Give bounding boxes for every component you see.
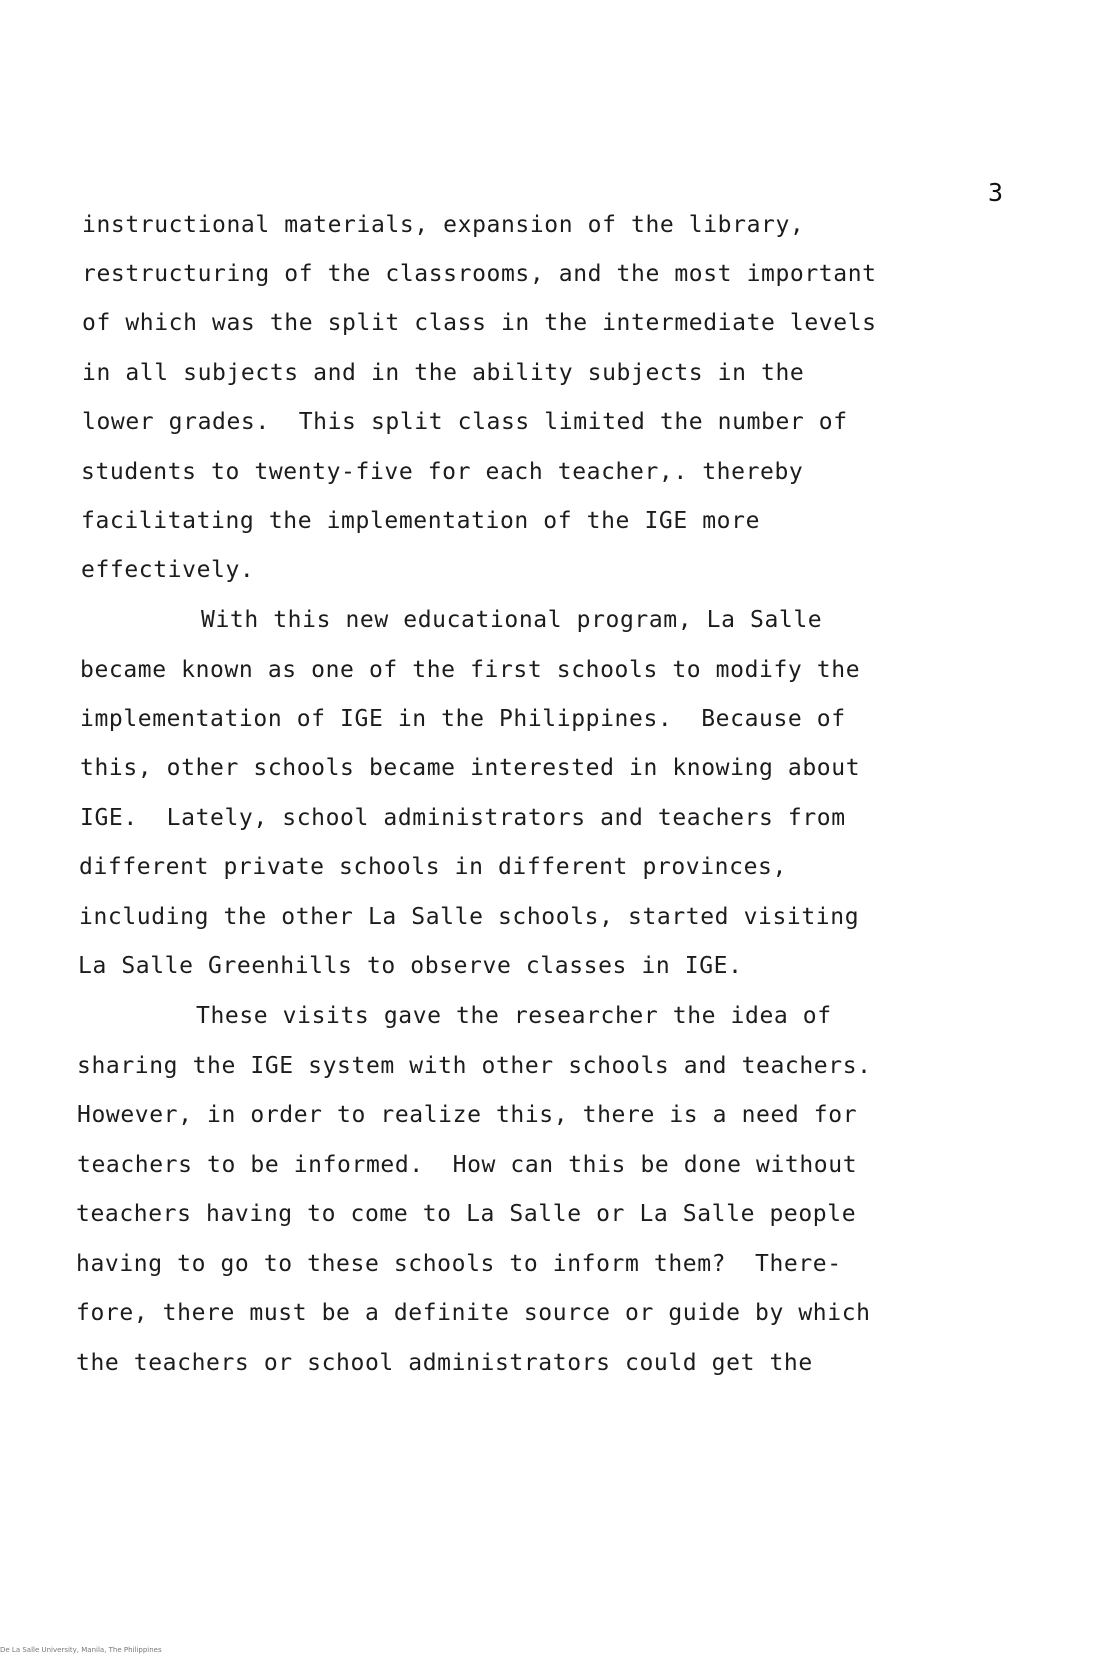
text-line: this, other schools became interested in knowing about (80, 755, 861, 781)
text-line: students to twenty-five for each teacher,. thereby (81, 459, 804, 485)
text-line: With this new educational program, La Salle (201, 607, 823, 633)
text-line: sharing the IGE system with other schools and teachers. (77, 1053, 872, 1079)
text-line: lower grades. This split class limited the number of (82, 409, 848, 435)
text-line: different private schools in different provinces, (79, 854, 787, 880)
text-line: of which was the split class in the intermediate levels (82, 310, 877, 336)
text-line: including the other La Salle schools, started visiting (79, 904, 860, 930)
page-number: 3 (988, 178, 1004, 207)
footer-note: De La Salle University, Manila, The Philippines (0, 1646, 162, 1654)
text-line: restructuring of the classrooms, and the most important (82, 261, 877, 287)
text-line: La Salle Greenhills to observe classes in IGE. (78, 953, 743, 979)
text-line: fore, there must be a definite source or guide by which (76, 1300, 871, 1326)
text-line: However, in order to realize this, there is a need for (77, 1102, 858, 1128)
text-line: in all subjects and in the ability subjects in the (82, 360, 805, 386)
text-line: IGE. Lately, school administrators and teachers from (80, 805, 846, 831)
text-line: instructional materials, expansion of the library, (82, 212, 805, 238)
text-line: teachers to be informed. How can this be done without (77, 1152, 858, 1178)
text-line: effectively. (81, 557, 255, 583)
text-line: These visits gave the researcher the idea of (196, 1003, 832, 1029)
text-line: implementation of IGE in the Philippines. Because of (80, 706, 846, 732)
text-line: the teachers or school administrators could get the (76, 1350, 813, 1376)
text-line: having to go to these schools to inform them? There- (76, 1251, 842, 1277)
text-line: became known as one of the first schools to modify the (80, 657, 861, 683)
text-line: teachers having to come to La Salle or La Salle people (76, 1201, 857, 1227)
text-line: facilitating the implementation of the IGE more (81, 508, 761, 534)
